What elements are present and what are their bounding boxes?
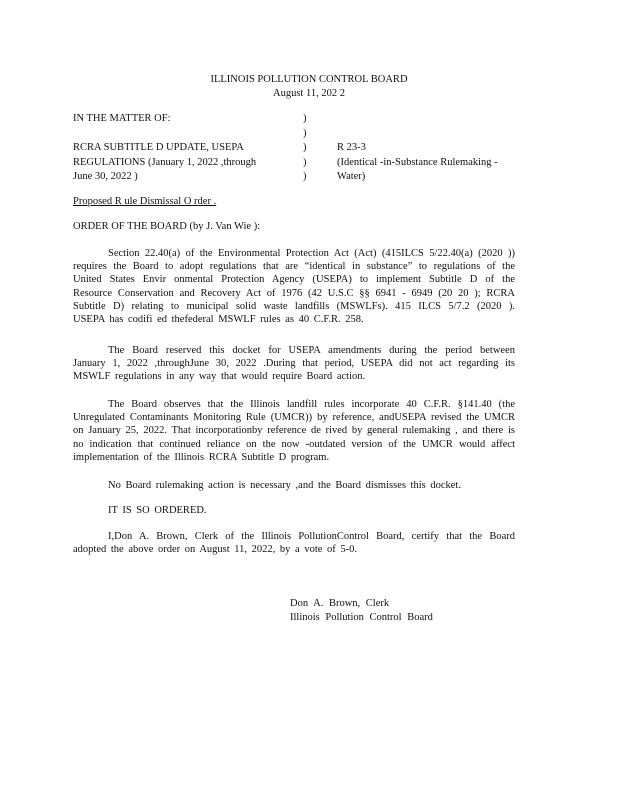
docket-number: R 23-3 bbox=[337, 142, 366, 153]
paragraph-3: The Board observes that the Illinois landfill rules incorporate 40 C.F.R. §141.40 (the Unregulated Contaminants Monitoring Rule (UMCR)) by reference, andUSEPA revised the UMCR on January 25, 2022. That incorporationby reference de rived by general rulemaking , and there is no indication that continued reliance on the now -outdated version of the UMCR would affect implementation of the Illinois RCRA Subtitle D program. bbox=[73, 399, 515, 463]
certification-paragraph: I,Don A. Brown, Clerk of the Illinois PollutionControl Board, certify that the Board adopted the above order on August 11, 2022, by a vote of 5-0. bbox=[73, 531, 515, 556]
signature-organization: Illinois Pollution Control Board bbox=[290, 612, 433, 623]
paren: ) bbox=[303, 113, 307, 124]
caption-parentheses bbox=[303, 112, 307, 185]
paren: ) bbox=[303, 127, 307, 139]
order-date: August 11, 202 2 bbox=[273, 88, 345, 99]
case-caption bbox=[73, 112, 303, 185]
caption-title-line-3: June 30, 2022 ) bbox=[73, 171, 138, 182]
paragraph-1: Section 22.40(a) of the Environmental Protection Act (Act) (415ILCS 5/22.40(a) (2020 )) requires the Board to adopt regulations that are “identical in substance” to regulations of the United States Envir onmental Protection Agency (USEPA) to implement Subtitle D of the Resource Conservation and Recovery Act of 1976 (42 U.S.C §§ 6941 - 6949 (20 20 ); RCRA Subtitle D) relating to municipal solid waste landfills (MSWLFs). 415 ILCS 5/7.2 (2020 ). USEPA has codifi ed thefederal MSWLF rules as 40 C.F.R. 258. bbox=[73, 248, 515, 326]
board-name: ILLINOIS POLLUTION CONTROL BOARD bbox=[210, 74, 408, 85]
paren: ) bbox=[303, 156, 307, 168]
caption-title-line-2: REGULATIONS (January 1, 2022 ,through bbox=[73, 156, 257, 168]
docket-type-line-2: Water) bbox=[337, 171, 366, 182]
proposed-rule-heading: Proposed R ule Dismissal O rder . bbox=[73, 196, 217, 207]
signature-name: Don A. Brown, Clerk bbox=[290, 598, 390, 609]
paragraph-2: The Board reserved this docket for USEPA amendments during the period between January 1, 2022 ,throughJune 30, 2022 .During that period, USEPA did not act regarding its MSWLF regulations in any way that would require Board action. bbox=[73, 345, 515, 383]
caption-title-line-1: RCRA SUBTITLE D UPDATE, USEPA bbox=[73, 142, 244, 153]
order-heading: ORDER OF THE BOARD (by J. Van Wie ): bbox=[73, 221, 261, 232]
paren: ) bbox=[303, 142, 307, 153]
paragraph-5: IT IS SO ORDERED. bbox=[108, 505, 207, 516]
paragraph-4: No Board rulemaking action is necessary ,and the Board dismisses this docket. bbox=[108, 480, 461, 491]
docket-info bbox=[337, 141, 517, 185]
paren: ) bbox=[303, 171, 307, 182]
docket-type-line-1: (Identical -in-Substance Rulemaking - bbox=[337, 156, 498, 168]
matter-label: IN THE MATTER OF: bbox=[73, 113, 171, 124]
